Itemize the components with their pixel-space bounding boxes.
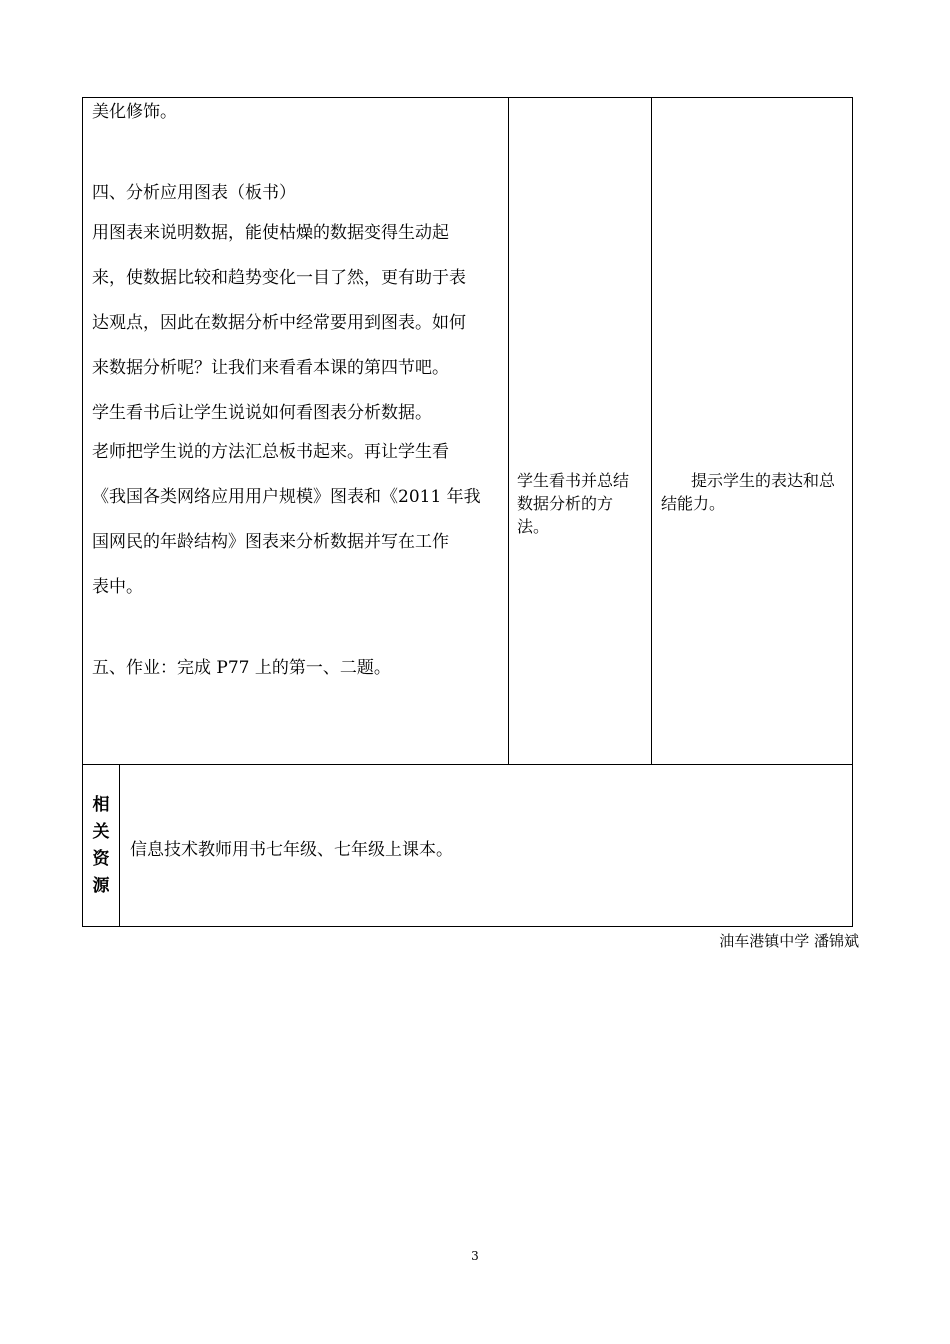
text-line: 达观点，因此在数据分析中经常要用到图表。如何 (92, 313, 466, 333)
text-line: 老师把学生说的方法汇总板书起来。再让学生看 (92, 442, 449, 462)
student-activity-cell (509, 469, 652, 538)
section-heading: 四、分析应用图表（板书） (92, 183, 296, 203)
resources-content: 信息技术教师用书七年级、七年级上课本。 (130, 840, 453, 860)
teaching-process-cell (83, 98, 509, 764)
text-line: 国网民的年龄结构》图表来分析数据并写在工作 (92, 532, 449, 552)
text-line: 表中。 (92, 577, 143, 597)
column-divider (651, 98, 652, 764)
design-intent-text: 提示学生的表达和总结能力。 (661, 471, 836, 513)
text-line: 美化修饰。 (92, 102, 177, 122)
author-signature: 油车港镇中学 潘锦斌 (719, 932, 859, 950)
resources-label-cell (83, 765, 120, 926)
resources-table (82, 764, 853, 927)
page-number: 3 (471, 1249, 479, 1263)
design-intent-cell (653, 469, 853, 515)
text-line: 用图表来说明数据，能使枯燥的数据变得生动起 (92, 223, 449, 243)
section-heading: 五、作业：完成 P77 上的第一、二题。 (92, 658, 391, 678)
student-activity-text: 学生看书并总结数据分析的方法。 (517, 471, 630, 536)
lesson-steps-table (82, 97, 853, 765)
text-line: 学生看书后让学生说说如何看图表分析数据。 (92, 403, 432, 423)
text-line: 来数据分析呢？让我们来看看本课的第四节吧。 (92, 358, 449, 378)
resources-label: 相关资源 (92, 794, 110, 896)
text-line: 来，使数据比较和趋势变化一目了然，更有助于表 (92, 268, 466, 288)
text-line: 《我国各类网络应用用户规模》图表和《2011 年我 (92, 487, 481, 507)
